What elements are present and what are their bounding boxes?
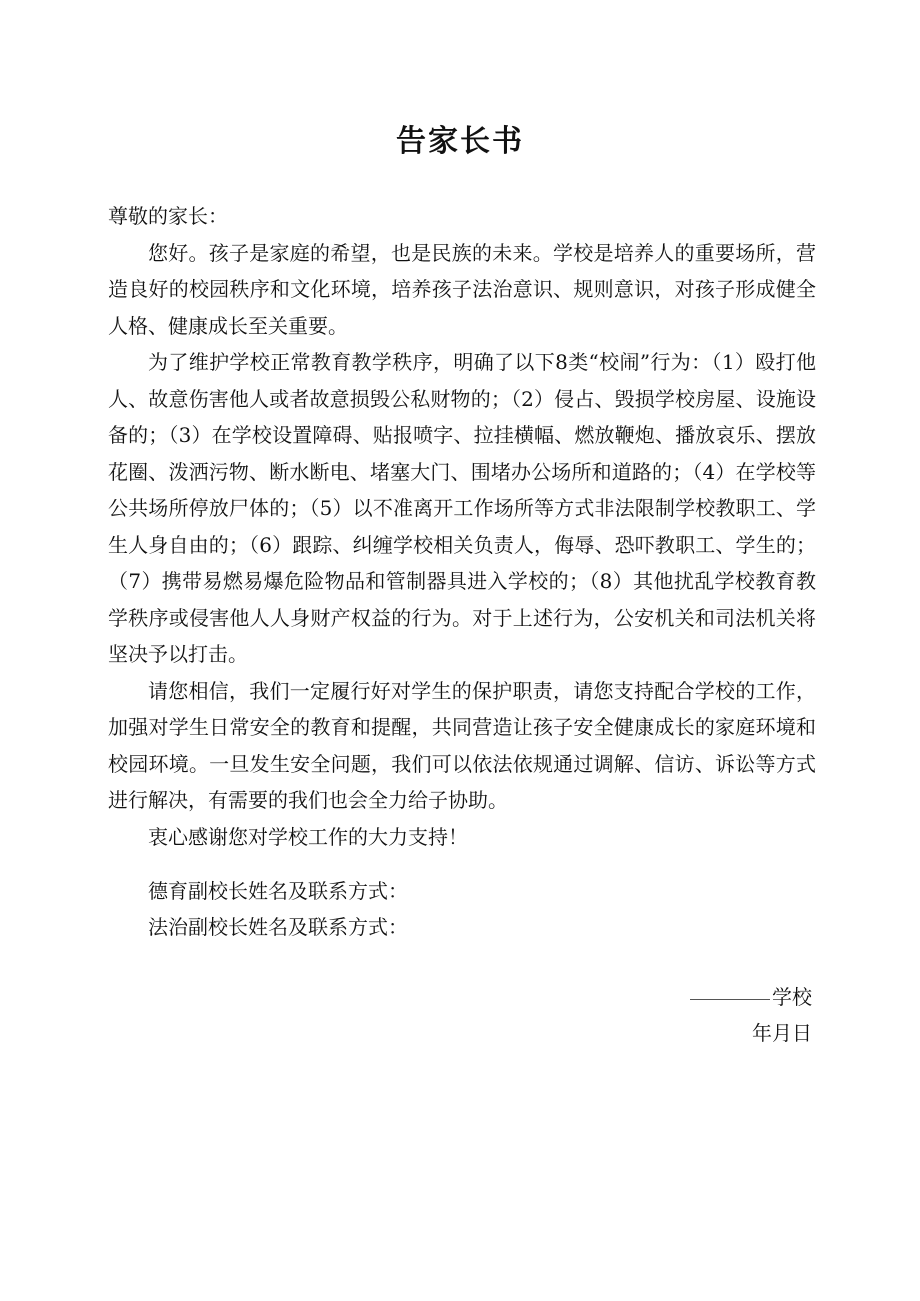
signature-school xyxy=(690,979,812,1015)
school-name-blank xyxy=(690,999,770,1000)
contact-moral-education-vice-principal: 德育副校长姓名及联系方式： xyxy=(148,879,408,903)
letter-body xyxy=(108,198,816,855)
salutation: 尊敬的家长： xyxy=(108,204,228,228)
paragraph-behaviors: 为了维护学校正常教育教学秩序，明确了以下8类“校闹”行为：（1）殴打他人、故意伤害他人或者故意损毁公私财物的；（2）侵占、毁损学校房屋、设施设备的；（3）在学校设置障碍、贴报喷字、拉挂横幅、燃放鞭炮、播放哀乐、摆放花圈、泼洒污物、断水断电、堵塞大门、围堵办公场所和道路的；（4）在学校等公共场所停放尸体的；（5）以不准离开工作场所等方式非法限制学校教职工、学生人身自由的；（6）跟踪、纠缠学校相关负责人，侮辱、恐吓教职工、学生的；（7）携带易燃易爆危险物品和管制器具进入学校的；（8）其他扰乱学校教育教学秩序或侵害他人人身财产权益的行为。对于上述行为，公安机关和司法机关将坚决予以打击。 xyxy=(108,350,816,666)
contact-legal-vice-principal: 法治副校长姓名及联系方式： xyxy=(148,915,408,939)
document-title: 告家长书 xyxy=(396,124,524,159)
paragraph-commitment: 请您相信，我们一定履行好对学生的保护职责，请您支持配合学校的工作，加强对学生日常安全的教育和提醒，共同营造让孩子安全健康成长的家庭环境和校园环境。一旦发生安全问题，我们可以依法依规通过调解、信访、诉讼等方式进行解决，有需要的我们也会全力给子协助。 xyxy=(108,678,816,812)
signature-date: 年月日 xyxy=(752,1021,812,1045)
signature-school-label: 学校 xyxy=(772,985,812,1009)
paragraph-thanks: 衷心感谢您对学校工作的大力支持！ xyxy=(148,824,468,849)
paragraph-greeting: 您好。孩子是家庭的希望，也是民族的未来。学校是培养人的重要场所，营造良好的校园秩序和文化环境，培养孩子法治意识、规则意识，对孩子形成健全人格、健康成长至关重要。 xyxy=(108,240,816,338)
